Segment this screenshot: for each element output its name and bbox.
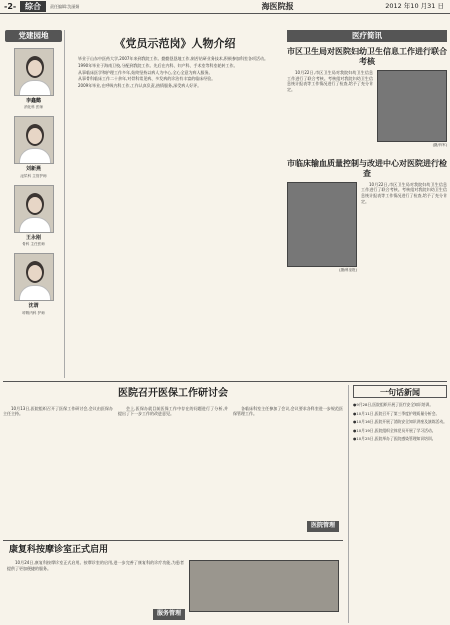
news-photo [287,182,357,267]
brief-item: ●10月25日,医院举办了医院感染管理知识培训。 [353,436,436,441]
party-building-heading: 党建园地 [5,30,62,42]
person-dept: 呼吸内科 护师 [22,310,45,315]
news-headline: 市区卫生局对医院妇幼卫生信息工作进行联合考核 [287,46,447,67]
rehab-article-title: 康复科按摩诊室正式启用 [9,545,109,555]
insurance-article [3,385,343,535]
article-paragraph: 会上,医保办就目前医保工作中存在的问题进行了分析,并提出了下一步工作的改进意见。 [118,405,228,417]
brief-item: ●9月28日,医院组织开展了医疗安全知识培训。 [353,402,434,407]
news-photo [377,70,447,142]
portrait-photo [14,116,54,164]
article-paragraph: 10月13日,医院组织召开了医保工作研讨会,会议由医保办主任主持。 [3,405,113,417]
brief-item: ●10月19日,医院组织全体党员开展了学习活动。 [353,427,436,433]
main-article-title: 《党员示范岗》人物介绍 [114,37,236,50]
person-dept: 骨科 主任医师 [22,242,45,247]
person-card [9,185,58,247]
person-name: 沈谓 [28,303,39,310]
insurance-article-title: 医院召开医保工作研讨会 [118,388,228,399]
editors: 责任编辑:沈丽娟 [50,3,80,9]
news-headline: 市临床输血质量控制与改进中心对医院进行检查 [287,157,447,179]
news-text: 10月22日,市区卫生局对我院妇幼卫生信息工作进行了联合考核。考核组对我院妇幼卫生信息统计报表等工作情况进行了检查,给予了充分肯定。 [287,69,373,93]
person-card [9,253,58,315]
portrait-photo [14,48,54,96]
section-divider [3,381,447,382]
one-line-news-heading: 一句话新闻 [353,385,447,398]
paper-name: 海医院报 [261,1,294,11]
person-dept: 消化科 医师 [23,105,44,110]
article-paragraph: 从事临床医学和护理工作多年,始终坚持以病人为中心,全心全意为病人服务。 [78,69,213,75]
person-name: 王永刚 [25,234,41,241]
massage-room-photo [189,560,339,612]
article-paragraph: 10月24日,康复科按摩诊室正式启用。按摩诊室的启用,进一步完善了康复科的诊疗功能,为患者提供了更加便捷的服务。 [7,560,184,571]
medical-news-heading: 医疗简讯 [287,30,447,42]
person-name: 刘新燕 [25,166,41,173]
portrait-photo [14,185,54,233]
article-paragraph: 1990年毕业于海南卫校,分配到我院工作。先后在内科、妇产科、手术室等科室轮转工作。 [78,62,238,68]
brief-item: ●10月11日,医院召开了第三季度护理质量分析会。 [353,410,440,416]
article-paragraph: 2009年毕业,在呼吸内科工作,工作认真负责,热情服务,深受病人好评。 [78,83,202,89]
photo-caption: (摄/肖军) [432,142,447,147]
hospital-management-tag: 医院管理 [307,521,339,532]
medical-news-column [287,30,447,375]
rehab-article [3,540,343,622]
party-building-column [3,30,65,378]
article-paragraph: 各临床科室主任参加了会议,会议要求各科室进一步规范医保管理工作。 [233,405,343,417]
brief-item: ●10月16日,医院开展了消防安全知识讲座及演练活动。 [353,419,447,424]
person-name: 李鑫懿 [25,98,41,104]
page-number: -2- [4,1,17,11]
photo-caption: (摄/科室报) [339,267,357,272]
person-card [9,116,58,178]
person-card [9,48,58,110]
issue-date: 2012 年10 月31 日 [385,1,444,10]
news-text: 10月22日,市区卫生局对我院妇幼卫生信息工作进行了联合考核。考核组对我院妇幼卫生信息统计报表等工作情况进行了检查,给予了充分肯定。 [361,181,447,205]
main-article [70,30,280,380]
person-dept: 泌尿科 主管护师 [20,173,47,178]
article-paragraph: 从事骨科临床工作二十余年,对骨科常见病、多发病的诊治有丰富的临床经验。 [78,76,216,82]
one-line-news-sidebar [348,385,447,623]
section-tag: 综合 [20,1,46,12]
masthead [0,0,450,14]
service-management-tag: 服务管理 [153,609,185,620]
article-paragraph: 毕业于山东中医药大学,2007年来到我院工作。勤勤恳恳地工作,刻苦钻研业务技术,积极参加科室各项活动。 [78,55,268,61]
portrait-photo [14,253,54,301]
